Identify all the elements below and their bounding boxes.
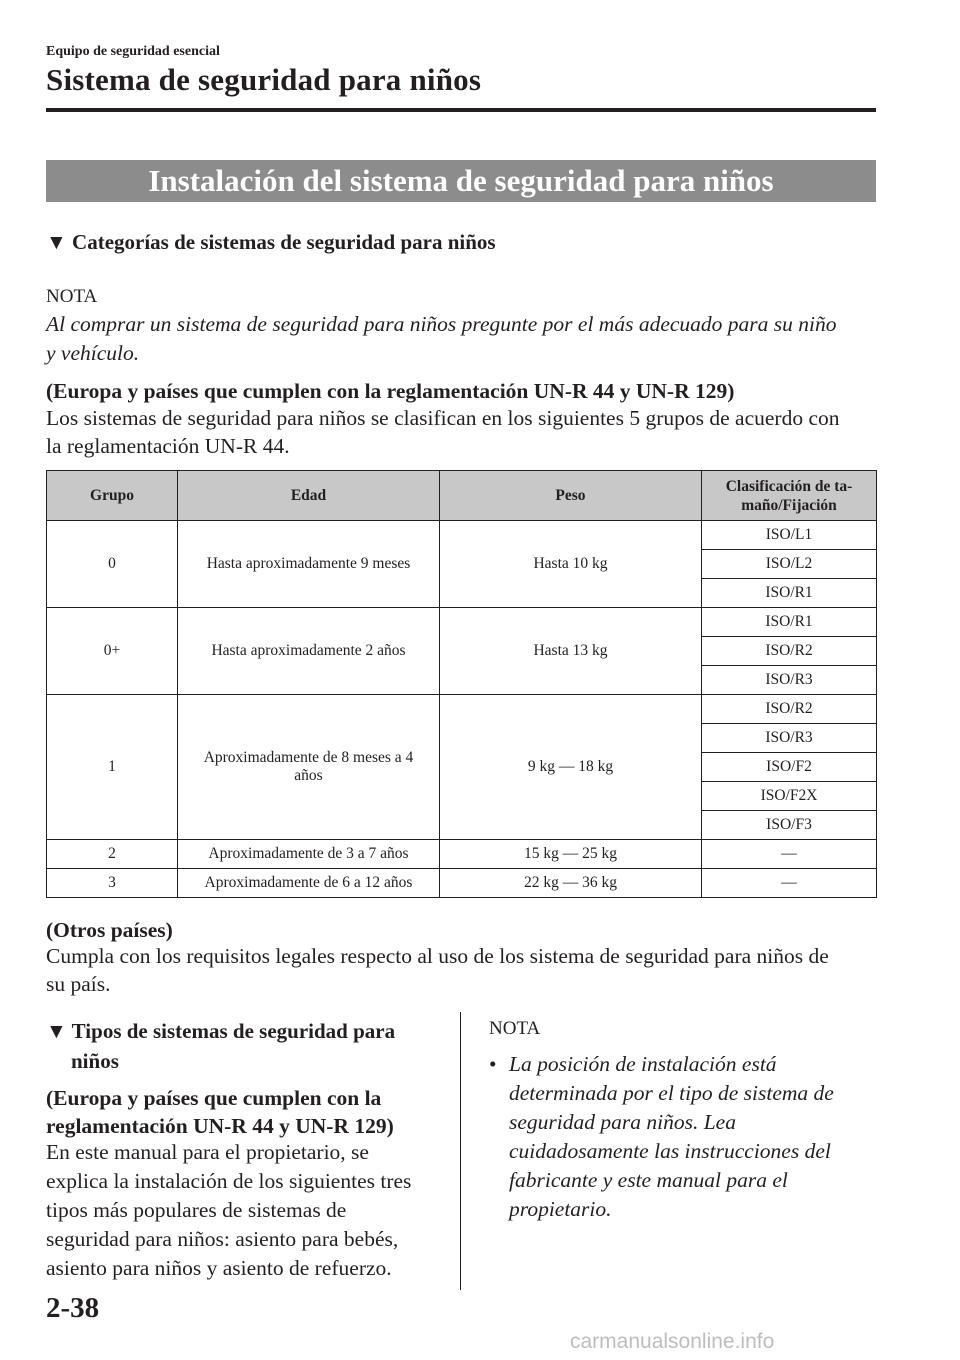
tipos-sub-line2: reglamentación UN-R 44 y UN-R 129) xyxy=(46,1114,394,1138)
header-grupo: Grupo xyxy=(47,471,178,521)
bullet-icon: • xyxy=(489,1052,497,1076)
cell-clasificacion: ISO/F2X xyxy=(702,782,877,811)
otros-text-line1: Cumpla con los requisitos legales respecto al uso de los sistema de seguridad para niños de xyxy=(46,944,829,968)
cell-edad: Hasta aproximadamente 2 años xyxy=(178,608,440,695)
nota-label: NOTA xyxy=(46,286,98,307)
otros-text-line2: su país. xyxy=(46,972,111,996)
page-number: 2-38 xyxy=(46,1292,100,1324)
groups-table xyxy=(46,470,877,898)
column-divider xyxy=(460,1012,461,1290)
tipos-body-line: explica la instalación de los siguientes tres xyxy=(46,1169,412,1193)
header-peso: Peso xyxy=(440,471,702,521)
right-nota-line: La posición de instalación está xyxy=(509,1052,777,1076)
header-clasificacion-line1: Clasificación de ta- xyxy=(725,477,853,495)
table-row xyxy=(47,608,877,637)
right-nota-label: NOTA xyxy=(489,1018,541,1039)
cell-clasificacion: — xyxy=(702,840,877,869)
europe-heading: (Europa y países que cumplen con la reglamentación UN-R 44 y UN-R 129) xyxy=(46,379,735,403)
cell-grupo: 3 xyxy=(47,869,178,898)
otros-heading: (Otros países) xyxy=(46,918,173,942)
title-divider xyxy=(46,108,876,112)
tipos-heading-line1 xyxy=(46,1016,395,1046)
cell-peso: 15 kg — 25 kg xyxy=(440,840,702,869)
cell-clasificacion: ISO/F3 xyxy=(702,811,877,840)
cell-edad-line2: años xyxy=(294,767,323,784)
header-clasificacion-line2: maño/Fijación xyxy=(741,496,837,514)
cell-clasificacion: ISO/R2 xyxy=(702,695,877,724)
header-edad: Edad xyxy=(178,471,440,521)
triangle-marker-icon: ▼ xyxy=(46,230,67,254)
cell-clasificacion: ISO/R1 xyxy=(702,608,877,637)
cell-clasificacion: — xyxy=(702,869,877,898)
table-row xyxy=(47,869,877,898)
right-nota-bullet xyxy=(489,1050,497,1079)
tipos-body-line: En este manual para el propietario, se xyxy=(46,1140,369,1164)
europe-text-line1: Los sistemas de seguridad para niños se clasifican en los siguientes 5 grupos de acuerdo con xyxy=(46,406,840,430)
cell-grupo: 0+ xyxy=(47,608,178,695)
cell-clasificacion: ISO/L2 xyxy=(702,550,877,579)
right-nota-line: propietario. xyxy=(509,1197,612,1221)
table-header-row xyxy=(47,471,877,521)
cell-clasificacion: ISO/R3 xyxy=(702,724,877,753)
cell-peso: 9 kg — 18 kg xyxy=(440,695,702,840)
cell-grupo: 0 xyxy=(47,521,178,608)
nota-text-line2: y vehículo. xyxy=(46,341,140,365)
categories-heading-text: Categorías de sistemas de seguridad para niños xyxy=(72,230,496,254)
tipos-heading-text: Tipos de sistemas de seguridad para xyxy=(71,1019,396,1043)
triangle-marker-icon: ▼ xyxy=(46,1019,67,1043)
cell-clasificacion: ISO/R2 xyxy=(702,637,877,666)
tipos-sub-line1: (Europa y países que cumplen con la xyxy=(46,1086,382,1110)
cell-edad xyxy=(178,695,440,840)
right-nota-line: determinada por el tipo de sistema de xyxy=(509,1081,834,1105)
table-row xyxy=(47,521,877,550)
section-banner: Instalación del sistema de seguridad para niños xyxy=(46,160,876,202)
cell-grupo: 2 xyxy=(47,840,178,869)
page-title: Sistema de seguridad para niños xyxy=(46,62,482,97)
tipos-body-line: asiento para niños y asiento de refuerzo. xyxy=(46,1256,392,1280)
table-row xyxy=(47,695,877,724)
cell-edad: Aproximadamente de 3 a 7 años xyxy=(178,840,440,869)
right-nota-line: cuidadosamente las instrucciones del xyxy=(509,1139,831,1163)
tipos-heading-line2: niños xyxy=(71,1049,119,1073)
tipos-heading xyxy=(46,1016,395,1076)
cell-peso: 22 kg — 36 kg xyxy=(440,869,702,898)
table-row xyxy=(47,840,877,869)
right-nota-line: fabricante y este manual para el xyxy=(509,1168,788,1192)
right-nota-line: seguridad para niños. Lea xyxy=(509,1110,736,1134)
watermark: carmanualsonline.info xyxy=(570,1330,775,1353)
cell-peso: Hasta 13 kg xyxy=(440,608,702,695)
tipos-body-line: tipos más populares de sistemas de xyxy=(46,1198,347,1222)
cell-grupo: 1 xyxy=(47,695,178,840)
europe-text-line2: la reglamentación UN-R 44. xyxy=(46,434,290,458)
tipos-body xyxy=(46,1138,411,1283)
cell-clasificacion: ISO/F2 xyxy=(702,753,877,782)
cell-clasificacion: ISO/R3 xyxy=(702,666,877,695)
header-clasificacion xyxy=(702,471,877,521)
cell-edad: Aproximadamente de 6 a 12 años xyxy=(178,869,440,898)
cell-clasificacion: ISO/L1 xyxy=(702,521,877,550)
categories-heading xyxy=(46,230,496,255)
nota-text-line1: Al comprar un sistema de seguridad para niños pregunte por el más adecuado para su niño xyxy=(46,312,837,336)
cell-clasificacion: ISO/R1 xyxy=(702,579,877,608)
tipos-body-line: seguridad para niños: asiento para bebés, xyxy=(46,1227,399,1251)
section-label: Equipo de seguridad esencial xyxy=(46,44,220,59)
right-nota-text xyxy=(509,1050,834,1224)
cell-edad-line1: Aproximadamente de 8 meses a 4 xyxy=(203,749,414,766)
cell-edad: Hasta aproximadamente 9 meses xyxy=(178,521,440,608)
cell-peso: Hasta 10 kg xyxy=(440,521,702,608)
